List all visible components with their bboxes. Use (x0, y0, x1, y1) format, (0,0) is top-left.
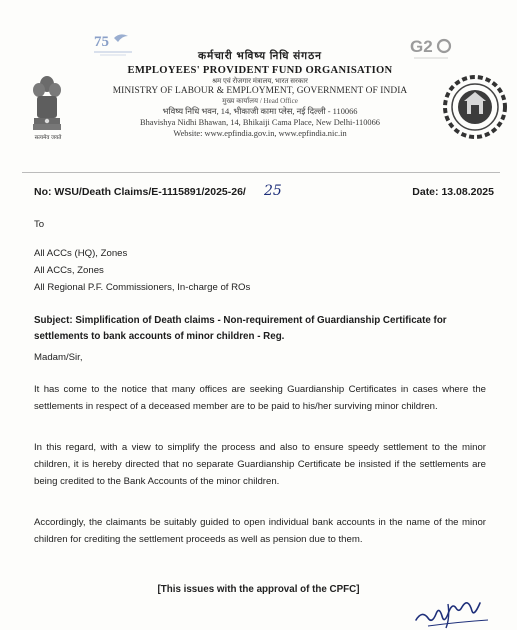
body-paragraph: In this regard, with a view to simplify the process and also to ensure speedy settlement to the minor children, it is hereby directed that no separate Guardianship Certificate be insisted if the settlements are being credited to the Bank Accounts of the minor children. (34, 442, 486, 487)
org-name: EMPLOYEES' PROVIDENT FUND ORGANISATION (127, 65, 393, 76)
letterhead-divider (22, 172, 500, 173)
addressee: All ACCs (HQ), Zones (34, 248, 128, 259)
addressee: All Regional P.F. Commissioners, In-charge of ROs (34, 282, 251, 293)
approval-note: [This issues with the approval of the CPFC] (157, 584, 360, 595)
body-paragraph: Accordingly, the claimants be suitably guided to open individual bank accounts in the name of the minor children for crediting the settlement proceeds as well as pension due to them. (34, 517, 486, 545)
svg-text:75: 75 (94, 34, 109, 50)
handwritten-number: 25 (264, 183, 282, 199)
website: Website: www.epfindia.gov.in, www.epfindia.nic.in (173, 129, 347, 138)
addressee: All ACCs, Zones (34, 265, 104, 276)
g20-logo (410, 32, 452, 62)
subject-line: Subject: Simplification of Death claims - Non-requirement of Guardianship Certificate for settlements to bank accounts of minor children - Reg. (34, 315, 447, 342)
signature-icon (408, 596, 508, 630)
emblem-caption: सत्यमेव जयते (34, 135, 62, 141)
reference-row (34, 183, 494, 202)
to-label: To (34, 219, 45, 230)
epfo-seal-icon (442, 74, 508, 140)
org-name-hindi: कर्मचारी भविष्य निधि संगठन (197, 51, 323, 62)
ministry-name: MINISTRY OF LABOUR & EMPLOYMENT, GOVERNMENT OF INDIA (112, 86, 408, 96)
reference-number: No: WSU/Death Claims/E-1115891/2025-26/ (34, 186, 246, 198)
letterhead (110, 50, 410, 139)
address-hindi: भविष्य निधि भवन, 14, भीकाजी कामा प्लेस, नई दिल्ली - 110066 (162, 107, 358, 116)
salutation: Madam/Sir, (34, 352, 83, 363)
svg-text:G2: G2 (410, 37, 433, 56)
letter-date: Date: 13.08.2025 (412, 186, 494, 198)
address: Bhavishya Nidhi Bhawan, 14, Bhikaiji Cama Place, New Delhi-110066 (140, 118, 380, 127)
ministry-hindi: श्रम एवं रोजगार मंत्रालय, भारत सरकार (212, 77, 308, 85)
head-office-label: मुख्य कार्यालय / Head Office (222, 97, 298, 105)
body-paragraph: It has come to the notice that many offices are seeking Guardianship Certificates in cases where the settlements in respect of a deceased member are to be paid to his/her surviving minor children. (34, 384, 486, 412)
